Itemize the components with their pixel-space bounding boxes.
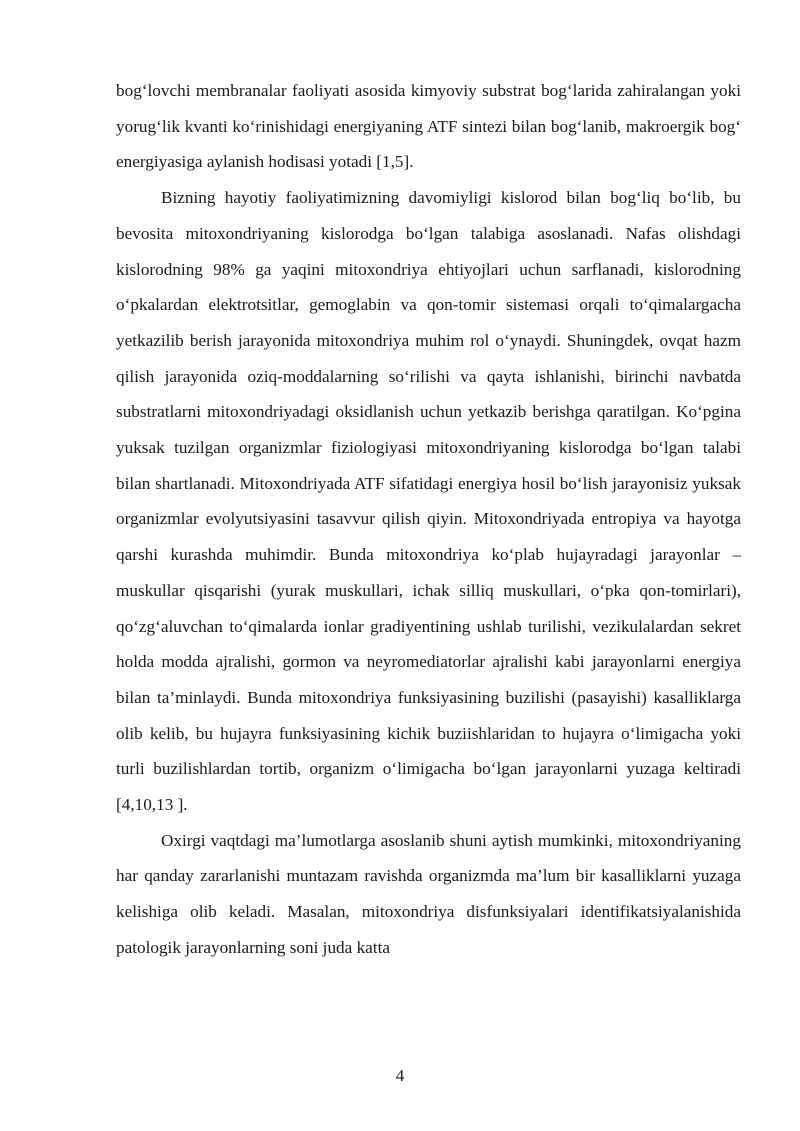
page-body [116,73,741,966]
paragraph-mitochondria-damage: Oxirgi vaqtdagi ma’lumotlarga asoslanib shuni aytish mumkinki, mitoxondriyaning har qanday zararlanishi muntazam ravishda organizmda ma’lum bir kasalliklarni yuzaga kelishiga olib keladi. Masalan, mitoxondriya disfunksiyalari identifikatsiyalanishida patologik jarayonlarning soni juda katta [116,830,741,957]
paragraph-continuation: bog‘lovchi membranalar faoliyati asosida kimyoviy substrat bog‘larida zahiralangan yoki yorug‘lik kvanti ko‘rinishidagi energiyaning ATF sintezi bilan bog‘lanib, makroergik bog‘ energiyasiga aylanish hodisasi yotadi [1,5]. [116,81,741,172]
paragraph-mitochondria-oxygen: Bizning hayotiy faoliyatimizning davomiyligi kislorod bilan bog‘liq bo‘lib, bu bevosita mitoxondriyaning kislorodga bo‘lgan talabiga asoslanadi. Nafas olishdagi kislorodning 98% ga yaqini mitoxondriya ehtiyojlari uchun sarflanadi, kislorodning o‘pkalardan elektrotsitlar, gemoglabin va qon-tomir sistemasi orqali to‘qimalargacha yetkazilib berish jarayonida mitoxondriya muhim rol o‘ynaydi. Shuningdek, ovqat hazm qilish jarayonida oziq-moddalarning so‘rilishi va qayta ishlanishi, birinchi navbatda substratlarni mitoxondriyadagi oksidlanish uchun yetkazib berishga qaratilgan. Ko‘pgina yuksak tuzilgan organizmlar fiziologiyasi mitoxondriyaning kislorodga bo‘lgan talabi bilan shartlanadi. Mitoxondriyada ATF sifatidagi energiya hosil bo‘lish jarayonisiz yuksak organizmlar evolyutsiyasini tasavvur qilish qiyin. Mitoxondriyada entropiya va hayotga qarshi kurashda muhimdir. Bunda mitoxondriya ko‘plab hujayradagi jarayonlar – muskullar qisqarishi (yurak muskullari, ichak silliq muskullari, o‘pka qon-tomirlari), qo‘zg‘aluvchan to‘qimalarda ionlar gradiyentining ushlab turilishi, vezikulalardan sekret holda modda ajralishi, gormon va neyromediatorlar ajralishi kabi jarayonlarni energiya bilan ta’minlaydi. Bunda mitoxondriya funksiyasining buzilishi (pasayishi) kasalliklarga olib kelib, bu hujayra funksiyasining kichik buziishlaridan to hujayra o‘limigacha yoki turli buzilishlardan tortib, organizm o‘limigacha bo‘lgan jarayonlarni yuzaga keltiradi [4,10,13 ]. [116,188,741,815]
page-number: 4 [395,1066,405,1085]
